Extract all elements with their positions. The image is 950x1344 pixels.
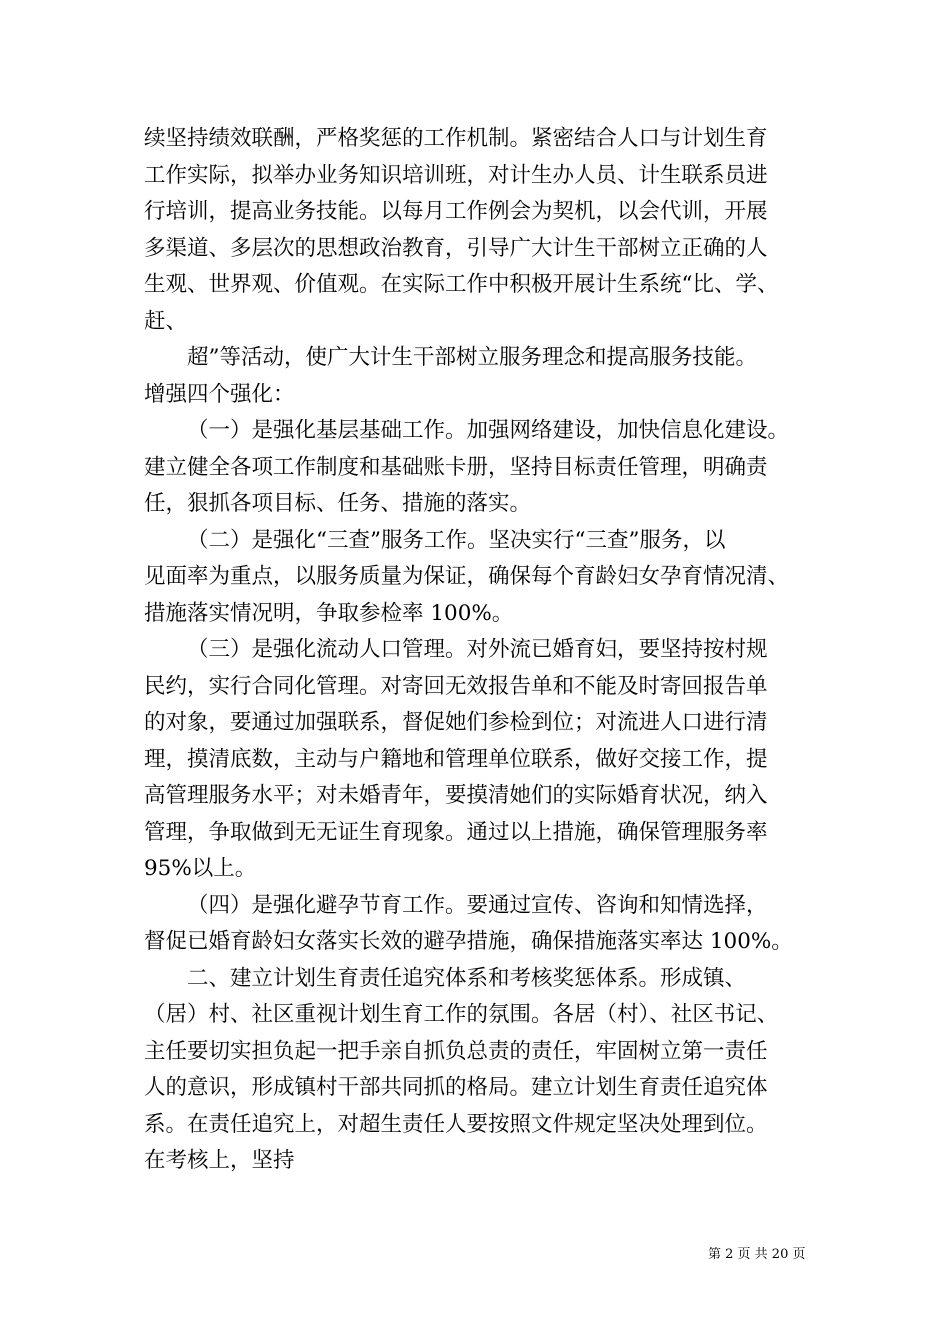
text-line: 任，狠抓各项目标、任务、措施的落实。 [144,491,532,516]
text-line: 行培训，提高业务技能。以每月工作例会为契机，以会代训，开展 [144,199,768,224]
text-line: （二）是强化“三查”服务工作。坚决实行“三查”服务，以 [187,528,726,553]
text-line: 系。在责任追究上，对超生责任人要按照文件规定坚决处理到位。 [144,1112,768,1137]
text-line: 95%以上。 [144,856,257,881]
text-line: （一）是强化基层基础工作。加强网络建设，加快信息化建设。 [187,418,790,443]
text-line: 多渠道、多层次的思想政治教育，引导广大计生干部树立正确的人 [144,236,768,261]
text-line: （居）村、社区重视计划生育工作的氛围。各居（村）、社区书记、 [144,1002,779,1027]
text-line: 管理，争取做到无无证生育现象。通过以上措施，确保管理服务率 [144,820,768,845]
text-line: 在考核上，坚持 [144,1148,295,1173]
text-line: 赶、 [144,309,188,334]
text-line: 二、建立计划生育责任追究体系和考核奖惩体系。形成镇、 [187,966,747,991]
text-line: 工作实际，拟举办业务知识培训班，对计生办人员、计生联系员进 [144,163,768,188]
text-line: 增强四个强化： [144,382,295,407]
text-line: （三）是强化流动人口管理。对外流已婚育妇，要坚持按村规 [187,637,768,662]
text-line: 措施落实情况明，争取参检率 100%。 [144,601,514,626]
text-line: 人的意识，形成镇村干部共同抓的格局。建立计划生育责任追究体 [144,1075,768,1100]
text-line: 民约，实行合同化管理。对寄回无效报告单和不能及时寄回报告单 [144,674,768,699]
text-line: 见面率为重点，以服务质量为保证，确保每个育龄妇女孕育情况清、 [144,564,790,589]
text-line: （四）是强化避孕节育工作。要通过宣传、咨询和知情选择， [187,893,768,918]
text-line: 理，摸清底数，主动与户籍地和管理单位联系，做好交接工作，提 [144,747,768,772]
text-line: 高管理服务水平；对未婚青年，要摸清她们的实际婚育状况，纳入 [144,783,768,808]
page-number: 第 2 页 共 20 页 [708,1247,806,1262]
text-line: 的对象，要通过加强联系，督促她们参检到位；对流进人口进行清 [144,710,768,735]
text-line: 主任要切实担负起一把手亲自抓负总责的责任，牢固树立第一责任 [144,1039,768,1064]
text-line: 超”等活动，使广大计生干部树立服务理念和提高服务技能。 [187,345,757,370]
text-line: 续坚持绩效联酬，严格奖惩的工作机制。紧密结合人口与计划生育 [144,126,768,151]
text-line: 生观、世界观、价值观。在实际工作中积极开展计生系统“比、学、 [144,272,779,297]
text-line: 督促已婚育龄妇女落实长效的避孕措施，确保措施落实率达 100%。 [144,929,793,954]
text-line: 建立健全各项工作制度和基础账卡册，坚持目标责任管理，明确责 [144,455,768,480]
